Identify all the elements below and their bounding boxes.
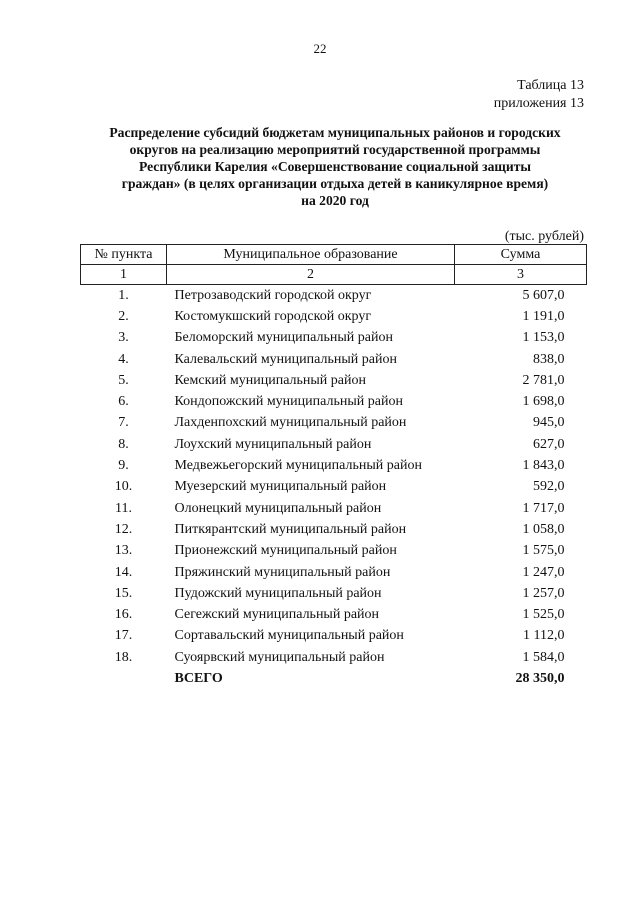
table-row bbox=[81, 434, 587, 455]
row-municipality: Питкярантский муниципальный район bbox=[174, 521, 407, 537]
header-item-number: № пункта bbox=[81, 245, 167, 265]
table-row bbox=[81, 455, 587, 476]
row-number: 13. bbox=[114, 543, 133, 559]
row-municipality: Муезерский муниципальный район bbox=[174, 479, 387, 495]
row-amount: 1 112,0 bbox=[523, 628, 565, 644]
row-municipality: Кондопожский муниципальный район bbox=[174, 394, 403, 410]
header-municipality: Муниципальное образование bbox=[167, 245, 455, 265]
units-label: (тыс. рублей) bbox=[504, 229, 584, 244]
document-title bbox=[70, 124, 600, 209]
row-amount: 627,0 bbox=[533, 436, 565, 452]
row-number: 5. bbox=[118, 372, 129, 388]
row-amount: 2 781,0 bbox=[522, 372, 565, 388]
total-row bbox=[81, 668, 587, 689]
row-number: 15. bbox=[114, 585, 133, 601]
table-row bbox=[81, 498, 587, 519]
title-line-3: Республики Карелия «Совершенствование социальной защиты bbox=[138, 159, 531, 174]
row-amount: 1 843,0 bbox=[522, 458, 565, 474]
row-number: 10. bbox=[114, 479, 133, 495]
row-number: 16. bbox=[114, 607, 133, 623]
row-municipality: Петрозаводский городской округ bbox=[174, 287, 372, 303]
table-body bbox=[81, 285, 587, 690]
table-row bbox=[81, 306, 587, 327]
row-amount: 1 717,0 bbox=[522, 500, 565, 516]
title-line-2: округов на реализацию мероприятий государственной программы bbox=[129, 142, 541, 157]
column-number-1: 1 bbox=[81, 265, 167, 285]
row-number: 7. bbox=[118, 415, 129, 431]
row-number: 3. bbox=[118, 330, 129, 346]
row-municipality: Прионежский муниципальный район bbox=[174, 543, 397, 559]
row-amount: 1 584,0 bbox=[522, 649, 565, 665]
column-number-2: 2 bbox=[167, 265, 455, 285]
row-municipality: Пудожский муниципальный район bbox=[174, 585, 382, 601]
subsidy-table bbox=[80, 244, 587, 690]
title-line-4: граждан» (в целях организации отдыха детей в каникулярное время) bbox=[121, 176, 549, 191]
row-amount: 1 058,0 bbox=[522, 521, 565, 537]
table-row bbox=[81, 328, 587, 349]
table-row bbox=[81, 604, 587, 625]
row-municipality: Лахденпохский муниципальный район bbox=[174, 415, 407, 431]
table-row bbox=[81, 583, 587, 604]
total-label: ВСЕГО bbox=[174, 670, 223, 686]
row-amount: 592,0 bbox=[533, 479, 565, 495]
row-municipality: Калевальский муниципальный район bbox=[174, 351, 397, 367]
row-municipality: Медвежьегорский муниципальный район bbox=[174, 458, 422, 474]
total-spacer bbox=[81, 668, 167, 689]
row-municipality: Олонецкий муниципальный район bbox=[174, 500, 382, 516]
row-number: 11. bbox=[115, 500, 132, 516]
row-number: 12. bbox=[114, 521, 133, 537]
row-municipality: Сортавальский муниципальный район bbox=[174, 628, 404, 644]
row-amount: 945,0 bbox=[533, 415, 565, 431]
row-number: 9. bbox=[118, 458, 129, 474]
caption-line-1: Таблица 13 bbox=[517, 78, 584, 93]
table-row bbox=[81, 626, 587, 647]
row-amount: 1 525,0 bbox=[522, 607, 565, 623]
caption-line-2: приложения 13 bbox=[493, 96, 584, 111]
column-number-3: 3 bbox=[455, 265, 587, 285]
table-row bbox=[81, 541, 587, 562]
table-row bbox=[81, 391, 587, 412]
table-row bbox=[81, 519, 587, 540]
row-amount: 1 575,0 bbox=[522, 543, 565, 559]
row-municipality: Лоухский муниципальный район bbox=[174, 436, 372, 452]
row-amount: 838,0 bbox=[533, 351, 565, 367]
row-number: 6. bbox=[118, 394, 129, 410]
row-amount: 1 698,0 bbox=[522, 394, 565, 410]
row-municipality: Сегежский муниципальный район bbox=[174, 607, 380, 623]
row-municipality: Костомукшский городской округ bbox=[174, 308, 372, 324]
table-caption bbox=[494, 77, 584, 113]
table-row bbox=[81, 647, 587, 668]
table-row bbox=[81, 285, 587, 307]
row-municipality: Кемский муниципальный район bbox=[174, 372, 366, 388]
table-row bbox=[81, 370, 587, 391]
header-amount: Сумма bbox=[455, 245, 587, 265]
row-municipality: Беломорский муниципальный район bbox=[174, 330, 393, 346]
title-line-5: на 2020 год bbox=[301, 193, 369, 208]
table-row bbox=[81, 562, 587, 583]
row-number: 18. bbox=[114, 649, 133, 665]
row-number: 14. bbox=[114, 564, 133, 580]
row-municipality: Суоярвский муниципальный район bbox=[174, 649, 385, 665]
row-number: 8. bbox=[118, 436, 129, 452]
row-number: 4. bbox=[118, 351, 129, 367]
column-number-row bbox=[81, 265, 587, 285]
row-municipality: Пряжинский муниципальный район bbox=[174, 564, 391, 580]
row-amount: 1 191,0 bbox=[522, 308, 565, 324]
table-row bbox=[81, 413, 587, 434]
row-number: 17. bbox=[114, 628, 133, 644]
row-number: 2. bbox=[118, 308, 129, 324]
row-amount: 5 607,0 bbox=[522, 287, 565, 303]
table-header-row bbox=[81, 245, 587, 265]
title-line-1: Распределение субсидий бюджетам муниципальных районов и городских bbox=[109, 125, 561, 140]
row-amount: 1 153,0 bbox=[522, 330, 565, 346]
table-row bbox=[81, 477, 587, 498]
row-amount: 1 247,0 bbox=[522, 564, 565, 580]
table-row bbox=[81, 349, 587, 370]
page-number: 22 bbox=[313, 41, 327, 56]
row-number: 1. bbox=[118, 287, 129, 303]
row-amount: 1 257,0 bbox=[522, 585, 565, 601]
total-amount: 28 350,0 bbox=[515, 670, 565, 686]
